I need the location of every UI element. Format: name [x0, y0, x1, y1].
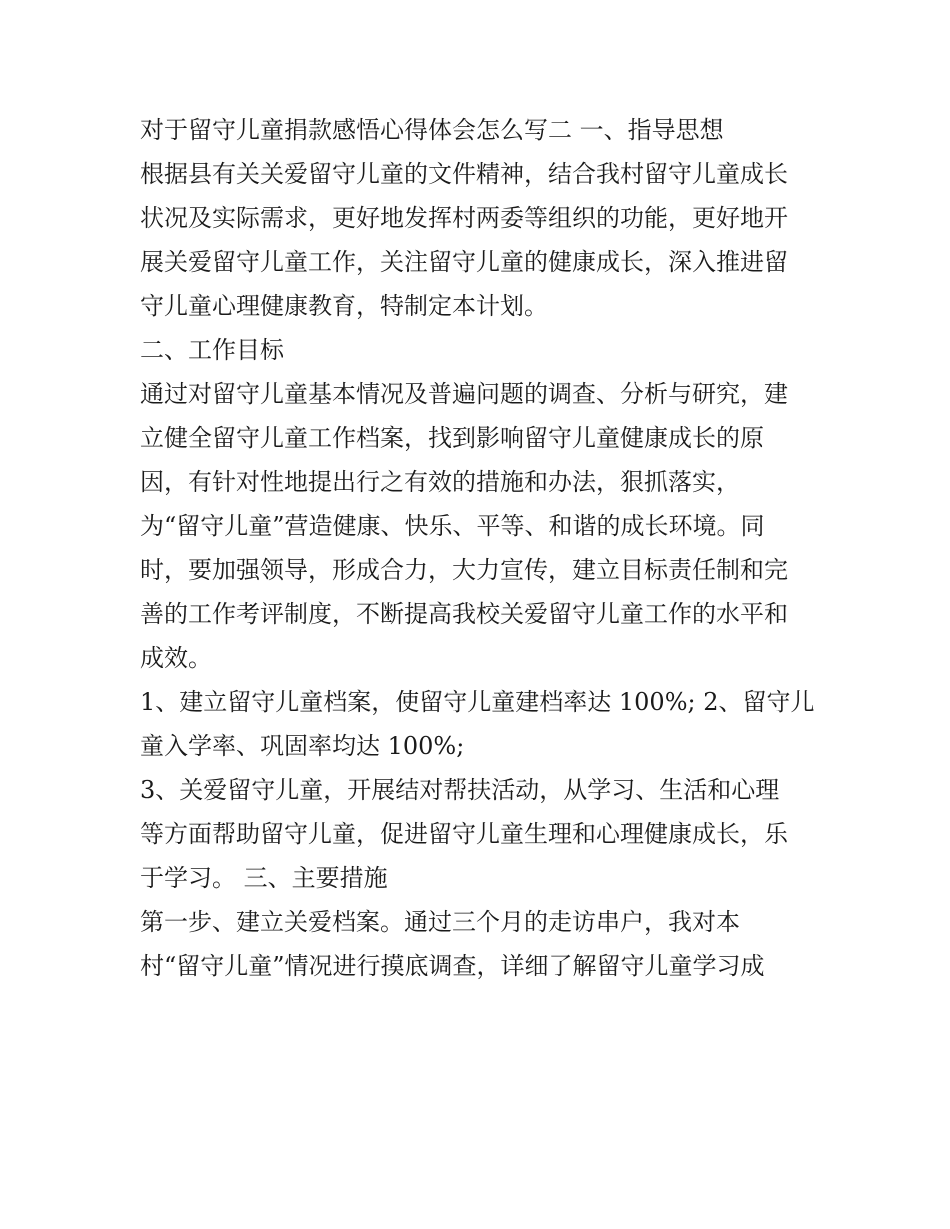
- text-line: 等方面帮助留守儿童，促进留守儿童生理和心理健康成长，乐: [140, 820, 788, 848]
- text-line: 根据县有关关爱留守儿童的文件精神，结合我村留守儿童成长: [140, 160, 788, 188]
- text-line: 第一步、建立关爱档案。通过三个月的走访串户，我对本: [140, 908, 740, 936]
- text-line: 1、建立留守儿童档案，使留守儿童建档率达 100%; 2、留守儿: [140, 688, 815, 716]
- text-line: 立健全留守儿童工作档案，找到影响留守儿童健康成长的原: [140, 424, 764, 452]
- section-heading: 二、工作目标: [140, 336, 284, 364]
- text-line: 3、关爱留守儿童，开展结对帮扶活动，从学习、生活和心理: [140, 776, 780, 804]
- document-body: [140, 108, 820, 988]
- text-line: 因，有针对性地提出行之有效的措施和办法，狠抓落实，: [140, 468, 740, 496]
- text-line: 村“留守儿童”情况进行摸底调查，详细了解留守儿童学习成: [140, 952, 765, 980]
- text-line: 状况及实际需求，更好地发挥村两委等组织的功能，更好地开: [140, 204, 788, 232]
- text-line: 为“留守儿童”营造健康、快乐、平等、和谐的成长环境。同: [140, 512, 765, 540]
- text-line: 时，要加强领导，形成合力，大力宣传，建立目标责任制和完: [140, 556, 788, 584]
- text-line: 通过对留守儿童基本情况及普遍问题的调查、分析与研究，建: [140, 380, 788, 408]
- text-line: 童入学率、巩固率均达 100%;: [140, 732, 465, 760]
- text-line: 成效。: [140, 644, 212, 672]
- text-line: 展关爱留守儿童工作，关注留守儿童的健康成长，深入推进留: [140, 248, 788, 276]
- text-line: 善的工作考评制度，不断提高我校关爱留守儿童工作的水平和: [140, 600, 788, 628]
- text-line: 守儿童心理健康教育，特制定本计划。: [140, 292, 548, 320]
- text-line: 于学习。 三、主要措施: [140, 864, 388, 892]
- text-line: 对于留守儿童捐款感悟心得体会怎么写二 一、指导思想: [140, 116, 724, 144]
